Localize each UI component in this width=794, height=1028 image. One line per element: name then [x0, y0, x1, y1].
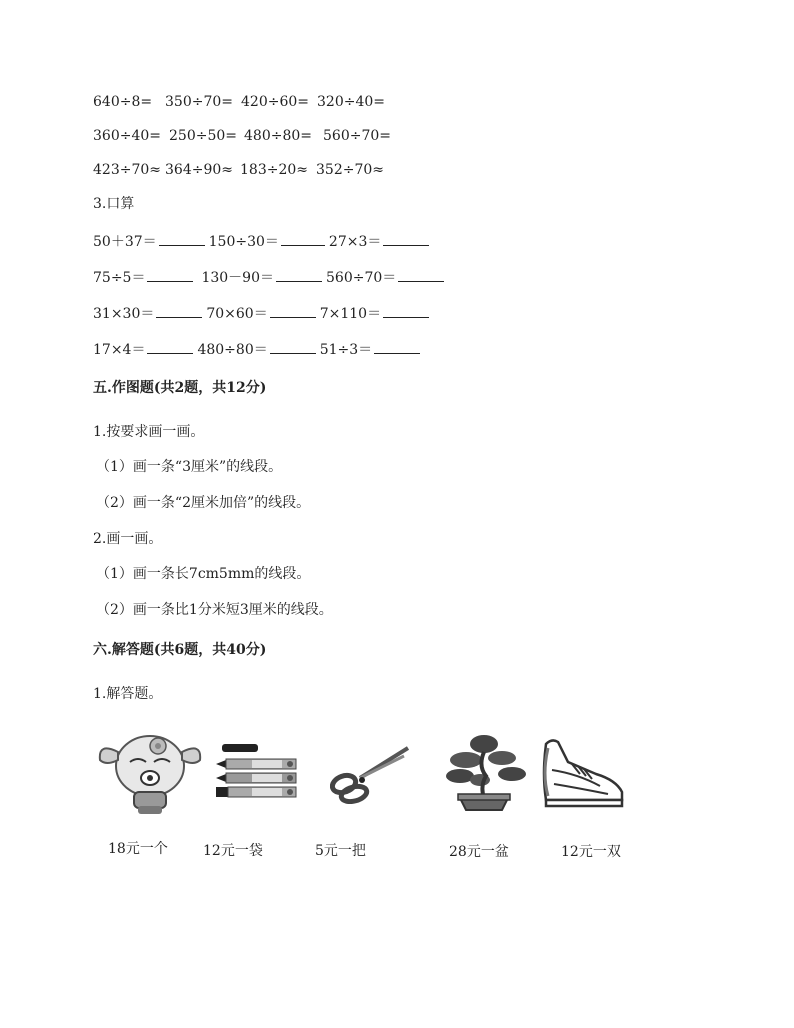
price-label: 28元一盆	[449, 844, 509, 860]
division-row-3	[93, 160, 384, 180]
price-label: 18元一个	[108, 841, 168, 857]
section-5-q1-a: （1）画一条“3厘米”的线段。	[96, 459, 283, 475]
answer-blank[interactable]	[270, 338, 316, 354]
section-5-title: 五.作图题(共2题，共12分)	[93, 380, 267, 396]
answer-blank[interactable]	[156, 302, 202, 318]
section-6-q1: 1.解答题。	[93, 686, 163, 702]
problem: 350÷70=	[165, 94, 233, 110]
answer-blank[interactable]	[398, 266, 444, 282]
answer-blank[interactable]	[374, 338, 420, 354]
section-5-q2: 2.画一画。	[93, 531, 163, 547]
answer-blank[interactable]	[281, 230, 325, 246]
problem: 560÷70=	[323, 128, 391, 144]
problem: 75÷5＝	[93, 270, 146, 286]
problem: 420÷60=	[241, 94, 309, 110]
problem: 183÷20≈	[240, 162, 308, 178]
q3-title: 3.口算	[93, 196, 135, 212]
problem: 352÷70≈	[316, 162, 384, 178]
oral-row-2	[93, 266, 444, 288]
division-row-1	[93, 92, 385, 112]
problem: 480÷80＝	[197, 342, 268, 358]
section-5-q1: 1.按要求画一画。	[93, 424, 205, 440]
shoe-icon	[538, 734, 628, 810]
answer-blank[interactable]	[270, 302, 316, 318]
problem: 70×60＝	[206, 306, 268, 322]
price-label: 5元一把	[315, 843, 366, 859]
problem: 480÷80=	[244, 128, 312, 144]
oral-row-1	[93, 230, 429, 252]
section-5-q1-b: （2）画一条“2厘米加倍”的线段。	[96, 495, 311, 511]
problem: 27×3＝	[328, 234, 382, 250]
scissors-icon	[330, 744, 410, 804]
price-label: 12元一袋	[203, 843, 263, 859]
problem: 320÷40=	[317, 94, 385, 110]
problem: 17×4＝	[93, 342, 146, 358]
price-label: 12元一双	[561, 844, 621, 860]
section-5-q2-b: （2）画一条比1分米短3厘米的线段。	[96, 602, 333, 618]
answer-blank[interactable]	[159, 230, 205, 246]
toy-goat-icon	[96, 726, 206, 818]
answer-blank[interactable]	[383, 302, 429, 318]
division-row-2	[93, 126, 391, 146]
problem: 560÷70＝	[326, 270, 397, 286]
problem: 130－90＝	[201, 270, 274, 286]
section-5-q2-a: （1）画一条长7cm5mm的线段。	[96, 566, 311, 582]
problem: 360÷40=	[93, 128, 161, 144]
problem: 50＋37＝	[93, 234, 157, 250]
problem: 51÷3＝	[319, 342, 373, 358]
problem: 364÷90≈	[165, 162, 233, 178]
problem: 423÷70≈	[93, 162, 161, 178]
problem: 250÷50=	[169, 128, 237, 144]
problem: 7×110＝	[319, 306, 382, 322]
answer-blank[interactable]	[383, 230, 429, 246]
oral-row-4	[93, 338, 420, 360]
answer-blank[interactable]	[147, 338, 193, 354]
section-6-title: 六.解答题(共6题，共40分)	[93, 642, 267, 658]
problem: 640÷8=	[93, 94, 153, 110]
answer-blank[interactable]	[147, 266, 193, 282]
oral-row-3	[93, 302, 429, 324]
problem: 31×30＝	[93, 306, 155, 322]
problem: 150÷30＝	[208, 234, 279, 250]
answer-blank[interactable]	[276, 266, 322, 282]
markers-icon	[212, 740, 304, 802]
bonsai-icon	[440, 732, 530, 814]
